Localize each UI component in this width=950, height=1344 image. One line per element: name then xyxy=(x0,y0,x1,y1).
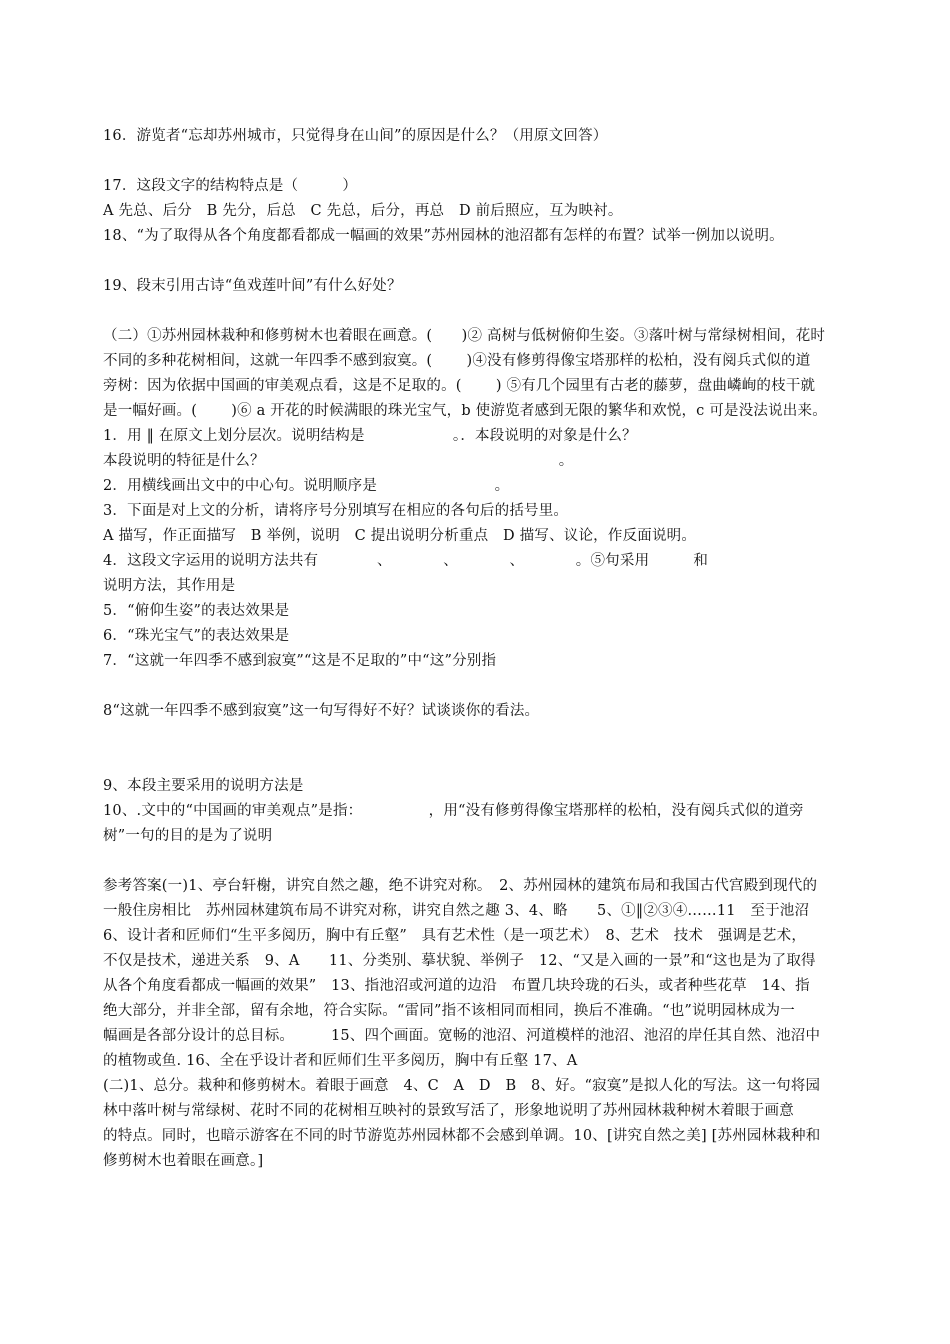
answer-line: 不仅是技术，递进关系 9、A 11、分类别、摹状貌、举例子 12、“又是入画的一景”和“这也是为了取得 xyxy=(103,953,816,969)
question-line: A 描写，作正面描写 B 举例，说明 C 提出说明分析重点 D 描写、议论，作反面说明。 xyxy=(103,528,697,544)
answer-line: 修剪树木也着眼在画意。] xyxy=(103,1153,264,1169)
question-line: 3．下面是对上文的分析，请将序号分别填写在相应的各句后的括号里。 xyxy=(103,503,569,519)
question-18: 18、“为了取得从各个角度都看都成一幅画的效果”苏州园林的池沼都有怎样的布置？试举一例加以说明。 xyxy=(103,228,784,244)
question-line: 6．“珠光宝气”的表达效果是 xyxy=(103,628,290,644)
question-line: 1．用 ‖ 在原文上划分层次。说明结构是 。．本段说明的对象是什么？ xyxy=(103,428,637,444)
answer-line: 从各个角度看都成一幅画的效果” 13、指池沼或河道的边沿 布置几块玲珑的石头，或者种些花草 14、指 xyxy=(103,978,810,994)
passage-2-line: 不同的多种花树相间，这就一年四季不感到寂寞。( )④没有修剪得像宝塔那样的松柏，没有阅兵式似的道 xyxy=(103,353,811,369)
question-line: 5．“俯仰生姿”的表达效果是 xyxy=(103,603,290,619)
answer-line: 6、设计者和匠师们“生平多阅历，胸中有丘壑” 具有艺术性（是一项艺术） 8、艺术 技术 强调是艺术， xyxy=(103,928,807,944)
answer-line: 绝大部分，并非全部，留有余地，符合实际。“雷同”指不该相同而相同，换后不准确。“也”说明园林成为一 xyxy=(103,1003,795,1019)
question-line: 树”一句的目的是为了说明 xyxy=(103,828,273,844)
answer-line: 的植物或鱼. 16、全在乎设计者和匠师们生平多阅历，胸中有丘壑 17、A xyxy=(103,1053,578,1069)
passage-2-line: 是一幅好画。( )⑥ a 开花的时候满眼的珠光宝气，b 使游览者感到无限的繁华和欢悦，c 可是没法说出来。 xyxy=(103,403,827,419)
answer-line: 一般住房相比 苏州园林建筑布局不讲究对称，讲究自然之趣 3、4、略 5、①‖②③④……11 至于池沼 xyxy=(103,903,810,919)
answer-line: 林中落叶树与常绿树、花时不同的花树相互映衬的景致写活了，形象地说明了苏州园林栽种树木着眼于画意 xyxy=(103,1103,794,1119)
answer-line: (二)1、总分。栽种和修剪树木。着眼于画意 4、C A D B 8、好。“寂寞”是拟人化的写法。这一句将园 xyxy=(103,1078,821,1094)
question-19: 19、段末引用古诗“鱼戏莲叶间”有什么好处？ xyxy=(103,278,402,294)
question-line: 本段说明的特征是什么？ 。 xyxy=(103,453,574,469)
question-17-options: A 先总、后分 B 先分，后总 C 先总，后分，再总 D 前后照应，互为映衬。 xyxy=(103,203,623,219)
question-line: 10、.文中的“中国画的审美观点”是指： ，用“没有修剪得像宝塔那样的松柏，没有阅兵式似的道旁 xyxy=(103,803,804,819)
answer-line: 参考答案(一)1、亭台轩榭，讲究自然之趣，绝不讲究对称。 2、苏州园林的建筑布局和我国古代宫殿到现代的 xyxy=(103,878,818,894)
answer-line: 的特点。同时，也暗示游客在不同的时节游览苏州园林都不会感到单调。10、[讲究自然之美] [苏州园林栽种和 xyxy=(103,1128,821,1144)
question-line: 2．用横线画出文中的中心句。说明顺序是 。 xyxy=(103,478,510,494)
answer-line: 幅画是各部分设计的总目标。 15、四个画面。宽畅的池沼、河道模样的池沼、池沼的岸任其自然、池沼中 xyxy=(103,1028,821,1044)
question-16: 16．游览者“忘却苏州城市，只觉得身在山间”的原因是什么？（用原文回答） xyxy=(103,128,608,144)
passage-2-line: 旁树：因为依据中国画的审美观点看，这是不足取的。( ) ⑤有几个园里有古老的藤萝，盘曲嶙峋的枝干就 xyxy=(103,378,816,394)
question-17: 17．这段文字的结构特点是（ ） xyxy=(103,178,358,194)
passage-2-line: （二）①苏州园林栽种和修剪树木也着眼在画意。( )② 高树与低树俯仰生姿。③落叶树与常绿树相间，花时 xyxy=(103,328,826,344)
question-line: 8“这就一年四季不感到寂寞”这一句写得好不好？试谈谈你的看法。 xyxy=(103,703,540,719)
question-line: 4．这段文字运用的说明方法共有 、 、 、 。⑤句采用 和 xyxy=(103,553,709,569)
question-line: 7．“这就一年四季不感到寂寞”“这是不足取的”中“这”分别指 xyxy=(103,653,497,669)
question-line: 说明方法，其作用是 xyxy=(103,578,236,594)
question-line: 9、本段主要采用的说明方法是 xyxy=(103,778,304,794)
